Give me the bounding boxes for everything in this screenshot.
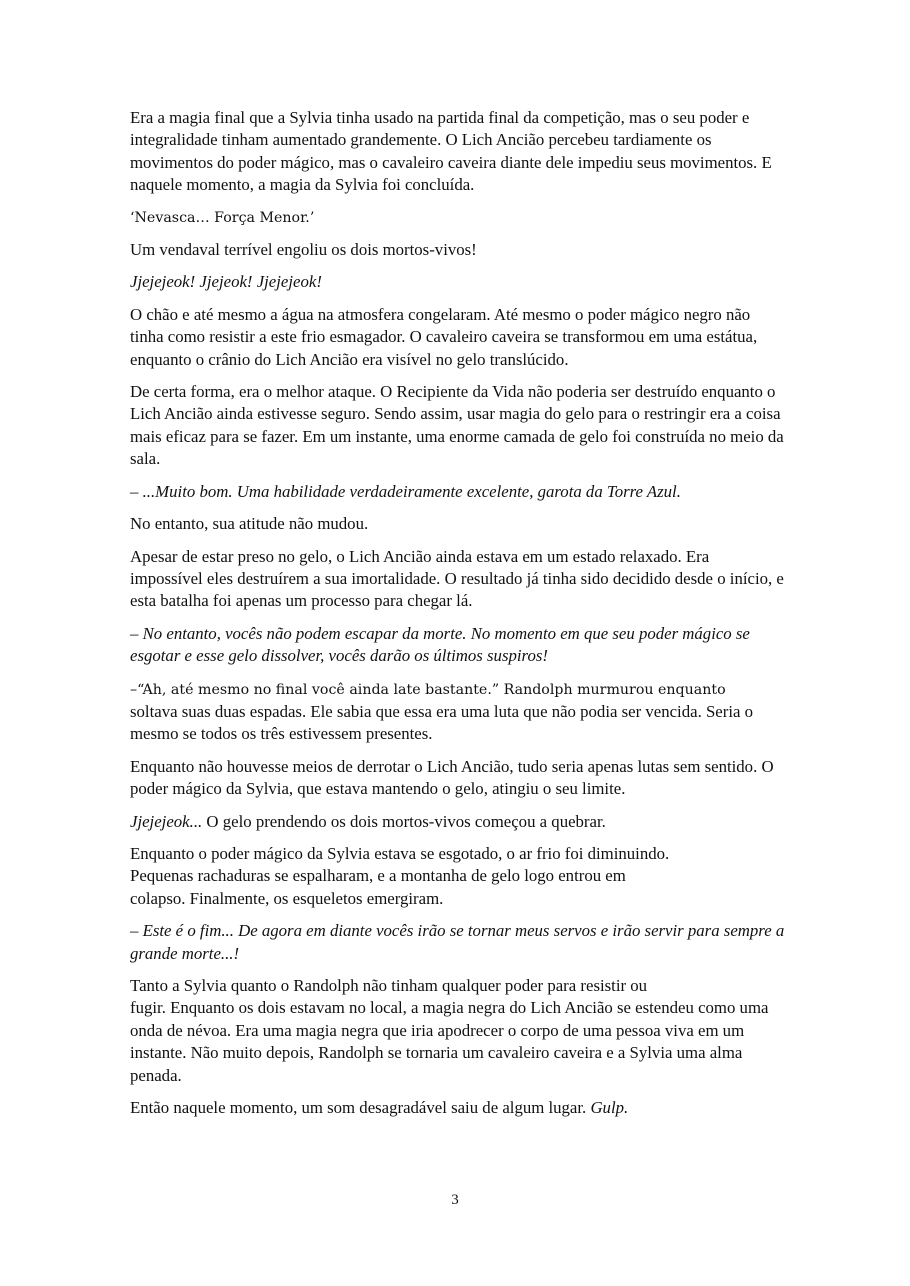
page-number: 3: [451, 1192, 459, 1208]
sound-effect-line: Jjejejeok! Jjejeok! Jjejejeok!: [130, 272, 322, 292]
sound-effect-inline: Gulp.: [590, 1098, 629, 1118]
page-body: [130, 107, 785, 1129]
paragraph-line: colapso. Finalmente, os esqueletos emergiram.: [130, 888, 444, 908]
paragraph: Era a magia final que a Sylvia tinha usado na partida final da competição, mas o seu poder e integralidade tinham aumentado grandemente. O Lich Ancião percebeu tardiamente os movimentos do poder mágico, mas o cavaleiro caveira diante dele impediu seus movimentos. E naquele momento, a magia da Sylvia foi concluída.: [130, 108, 772, 195]
mixed-paragraph: [130, 1097, 785, 1119]
paragraph: O chão e até mesmo a água na atmosfera congelaram. Até mesmo o poder mágico negro não tinha como resistir a este frio esmagador. O cavaleiro caveira se transformou em uma estátua, enquanto o crânio do Lich Ancião era visível no gelo translúcido.: [130, 304, 758, 369]
multiline-paragraph: [130, 843, 785, 910]
paragraph-continuation: soltava suas duas espadas. Ele sabia que essa era uma luta que não podia ser vencida. Seria o mesmo se todos os três estivessem presentes.: [130, 701, 754, 744]
paragraph-text: O gelo prendendo os dois mortos-vivos começou a quebrar.: [202, 811, 606, 831]
mixed-paragraph: [130, 678, 785, 746]
paragraph: No entanto, sua atitude não mudou.: [130, 514, 369, 534]
sound-effect-inline: Jjejejeok...: [130, 811, 203, 831]
dialogue-line: – ...Muito bom. Uma habilidade verdadeiramente excelente, garota da Torre Azul.: [130, 481, 681, 501]
dialogue-first-line: –“Ah, até mesmo no final você ainda late bastante.” Randolph murmurou enquanto: [130, 681, 726, 698]
paragraph-line: Pequenas rachaduras se espalharam, e a montanha de gelo logo entrou em: [130, 866, 626, 886]
paragraph-line: Enquanto o poder mágico da Sylvia estava se esgotado, o ar frio foi diminuindo.: [130, 843, 670, 863]
paragraph-text: fugir. Enquanto os dois estavam no local, a magia negra do Lich Ancião se estendeu como uma onda de névoa. Era uma magia negra que iria apodrecer o corpo de uma pessoa viva em um instante. Não muito depois, Randolph se tornaria um cavaleiro caveira e a Sylvia uma alma penada.: [130, 998, 769, 1085]
paragraph: De certa forma, era o melhor ataque. O Recipiente da Vida não poderia ser destruído enquanto o Lich Ancião ainda estivesse seguro. Sendo assim, usar magia do gelo para o restringir era a coisa mais eficaz para se fazer. Em um instante, uma enorme camada de gelo foi construída no meio da sala.: [130, 382, 784, 469]
mixed-paragraph: [130, 811, 785, 833]
paragraph: Enquanto não houvesse meios de derrotar o Lich Ancião, tudo seria apenas lutas sem sentido. O poder mágico da Sylvia, que estava mantendo o gelo, atingiu o seu limite.: [130, 756, 774, 799]
multiline-paragraph: [130, 975, 785, 1087]
paragraph-line: Tanto a Sylvia quanto o Randolph não tinham qualquer poder para resistir ou: [130, 976, 648, 995]
quoted-spell-line: ‘Nevasca… Força Menor.’: [130, 209, 315, 226]
dialogue-line: – No entanto, vocês não podem escapar da morte. No momento em que seu poder mágico se esgotar e esse gelo dissolver, vocês darão os últimos suspiros!: [130, 623, 750, 666]
paragraph: Um vendaval terrível engoliu os dois mortos-vivos!: [130, 240, 477, 260]
paragraph-text: Então naquele momento, um som desagradável saiu de algum lugar.: [130, 1098, 591, 1118]
paragraph: Apesar de estar preso no gelo, o Lich Ancião ainda estava em um estado relaxado. Era impossível eles destruírem a sua imortalidade. O resultado já tinha sido decidido desde o início, e esta batalha foi apenas um processo para chegar lá.: [130, 546, 784, 611]
dialogue-line: – Este é o fim... De agora em diante vocês irão se tornar meus servos e irão servir para sempre a grande morte...!: [130, 921, 785, 963]
